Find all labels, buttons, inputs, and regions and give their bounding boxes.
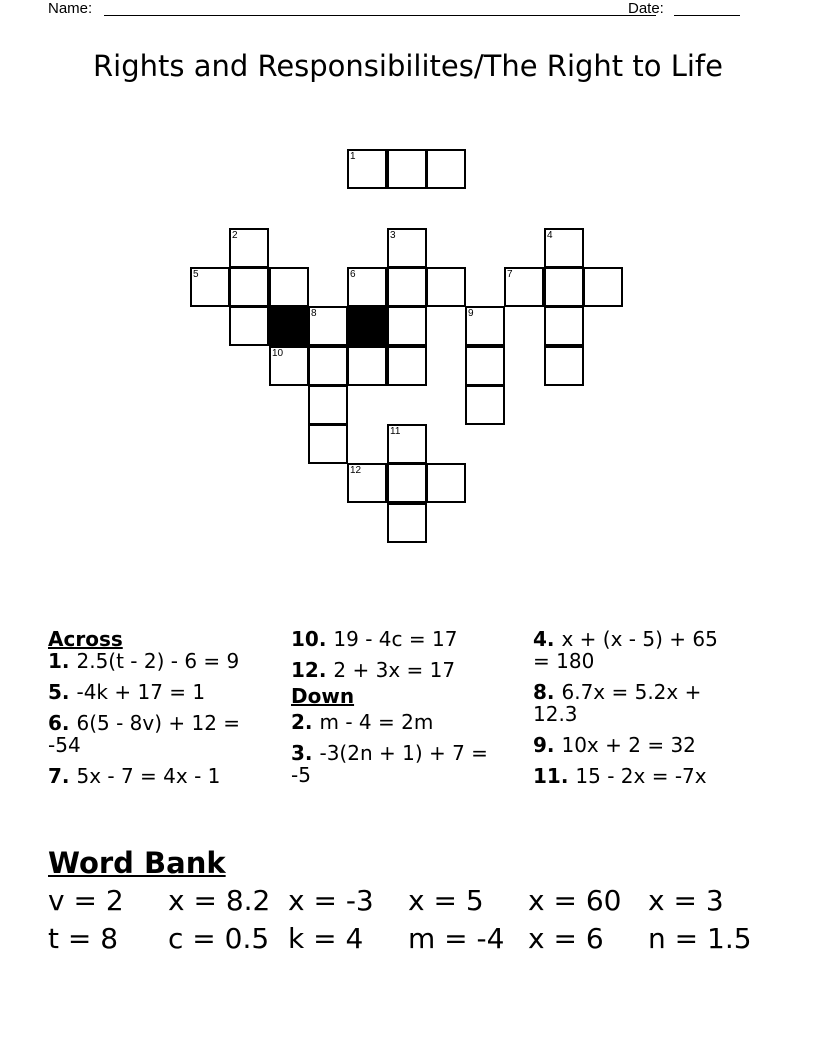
- clue-number: 1: [48, 649, 62, 673]
- crossword-cell[interactable]: [387, 149, 427, 189]
- clue-number: 10: [291, 627, 319, 651]
- crossword-cell[interactable]: [387, 463, 427, 503]
- across-heading: Across: [48, 627, 123, 651]
- clue-number: 4: [533, 627, 547, 651]
- crossword-cell[interactable]: [387, 228, 427, 268]
- clue-number: 8: [533, 680, 547, 704]
- clue-number: 2: [291, 710, 305, 734]
- crossword-cell[interactable]: [465, 346, 505, 386]
- crossword-cell[interactable]: [229, 228, 269, 268]
- crossword-cell[interactable]: [544, 228, 584, 268]
- cell-number: 7: [507, 269, 513, 280]
- clue-text: 2.5(t - 2) - 6 = 9: [76, 649, 240, 673]
- clue-down-4: 4. x + (x - 5) + 65 = 180: [533, 627, 718, 673]
- crossword-cell[interactable]: [504, 267, 544, 307]
- crossword-cell[interactable]: [387, 503, 427, 543]
- crossword-cell[interactable]: [190, 267, 230, 307]
- word-bank-item: x = 8.2: [168, 884, 271, 917]
- cell-number: 10: [272, 348, 284, 359]
- clue-across-1: 1. 2.5(t - 2) - 6 = 9: [48, 649, 240, 673]
- clues-column-3: [533, 628, 733, 796]
- clue-text: 10x + 2 = 32: [561, 733, 696, 757]
- clue-text: -4k + 17 = 1: [76, 680, 206, 704]
- crossword-cell[interactable]: [229, 267, 269, 307]
- word-bank-item: n = 1.5: [648, 922, 752, 955]
- word-bank-item: m = -4: [408, 922, 505, 955]
- clue-down-2: 2. m - 4 = 2m: [291, 710, 434, 734]
- crossword-cell[interactable]: [465, 306, 505, 346]
- word-bank-item: x = 6: [528, 922, 604, 955]
- clue-text: m - 4 = 2m: [319, 710, 434, 734]
- clue-down-11: 11. 15 - 2x = -7x: [533, 764, 707, 788]
- clue-across-10: 10. 19 - 4c = 17: [291, 627, 458, 651]
- clue-down-9: 9. 10x + 2 = 32: [533, 733, 696, 757]
- crossword-block: [347, 306, 387, 346]
- cell-number: 11: [390, 426, 401, 437]
- name-label: Name:: [48, 0, 93, 17]
- crossword-cell[interactable]: [465, 385, 505, 425]
- crossword-cell[interactable]: [544, 267, 584, 307]
- clue-number: 9: [533, 733, 547, 757]
- clues-column-2: [291, 628, 491, 795]
- clue-text: 6(5 - 8v) + 12 = -54: [48, 711, 241, 757]
- clues-column-1: [48, 628, 248, 796]
- crossword-cell[interactable]: [347, 463, 387, 503]
- clue-number: 12: [291, 658, 319, 682]
- clue-text: 6.7x = 5.2x + 12.3: [533, 680, 702, 726]
- clue-across-7: 7. 5x - 7 = 4x - 1: [48, 764, 221, 788]
- cell-number: 8: [311, 308, 317, 319]
- clue-across-5: 5. -4k + 17 = 1: [48, 680, 206, 704]
- clue-text: 15 - 2x = -7x: [575, 764, 707, 788]
- crossword-cell[interactable]: [347, 346, 387, 386]
- crossword-cell[interactable]: [308, 306, 348, 346]
- clue-text: 2 + 3x = 17: [333, 658, 456, 682]
- clue-number: 3: [291, 741, 305, 765]
- cell-number: 1: [350, 151, 356, 162]
- cell-number: 6: [350, 269, 356, 280]
- crossword-block: [269, 306, 309, 346]
- cell-number: 9: [468, 308, 474, 319]
- clue-number: 11: [533, 764, 561, 788]
- clue-number: 7: [48, 764, 62, 788]
- cell-number: 4: [547, 230, 553, 241]
- crossword-cell[interactable]: [347, 267, 387, 307]
- crossword-cell[interactable]: [426, 267, 466, 307]
- word-bank-item: x = 60: [528, 884, 622, 917]
- word-bank-title: Word Bank: [48, 846, 226, 880]
- crossword-cell[interactable]: [229, 306, 269, 346]
- crossword-cell[interactable]: [387, 267, 427, 307]
- clue-number: 6: [48, 711, 62, 735]
- cell-number: 12: [350, 465, 362, 476]
- crossword-cell[interactable]: [308, 385, 348, 425]
- clue-across-6: 6. 6(5 - 8v) + 12 = -54: [48, 711, 241, 757]
- crossword-cell[interactable]: [269, 346, 309, 386]
- crossword-cell[interactable]: [347, 149, 387, 189]
- crossword-cell[interactable]: [387, 306, 427, 346]
- down-heading: Down: [291, 684, 355, 708]
- crossword-cell[interactable]: [544, 346, 584, 386]
- word-bank-item: x = -3: [288, 884, 374, 917]
- clue-across-12: 12. 2 + 3x = 17: [291, 658, 456, 682]
- crossword-cell[interactable]: [308, 346, 348, 386]
- crossword-cell[interactable]: [426, 463, 466, 503]
- cell-number: 3: [390, 230, 396, 241]
- crossword-cell[interactable]: [269, 267, 309, 307]
- clue-text: 19 - 4c = 17: [333, 627, 458, 651]
- word-bank-item: c = 0.5: [168, 922, 270, 955]
- clue-down-8: 8. 6.7x = 5.2x + 12.3: [533, 680, 702, 726]
- word-bank-item: t = 8: [48, 922, 119, 955]
- word-bank-item: x = 3: [648, 884, 724, 917]
- word-bank-item: v = 2: [48, 884, 124, 917]
- date-label: Date:: [628, 0, 664, 17]
- crossword-cell[interactable]: [426, 149, 466, 189]
- clue-text: 5x - 7 = 4x - 1: [76, 764, 221, 788]
- clue-text: x + (x - 5) + 65 = 180: [533, 627, 718, 673]
- crossword-cell[interactable]: [583, 267, 623, 307]
- crossword-cell[interactable]: [308, 424, 348, 464]
- word-bank-item: k = 4: [288, 922, 364, 955]
- crossword-cell[interactable]: [387, 346, 427, 386]
- crossword-cell[interactable]: [544, 306, 584, 346]
- cell-number: 2: [232, 230, 238, 241]
- clue-down-3: 3. -3(2n + 1) + 7 = -5: [291, 741, 488, 787]
- cell-number: 5: [193, 269, 199, 280]
- page-title: Rights and Responsibilites/The Right to Life: [93, 49, 723, 83]
- clue-text: -3(2n + 1) + 7 = -5: [291, 741, 488, 787]
- clue-number: 5: [48, 680, 62, 704]
- word-bank-item: x = 5: [408, 884, 484, 917]
- crossword-cell[interactable]: [387, 424, 427, 464]
